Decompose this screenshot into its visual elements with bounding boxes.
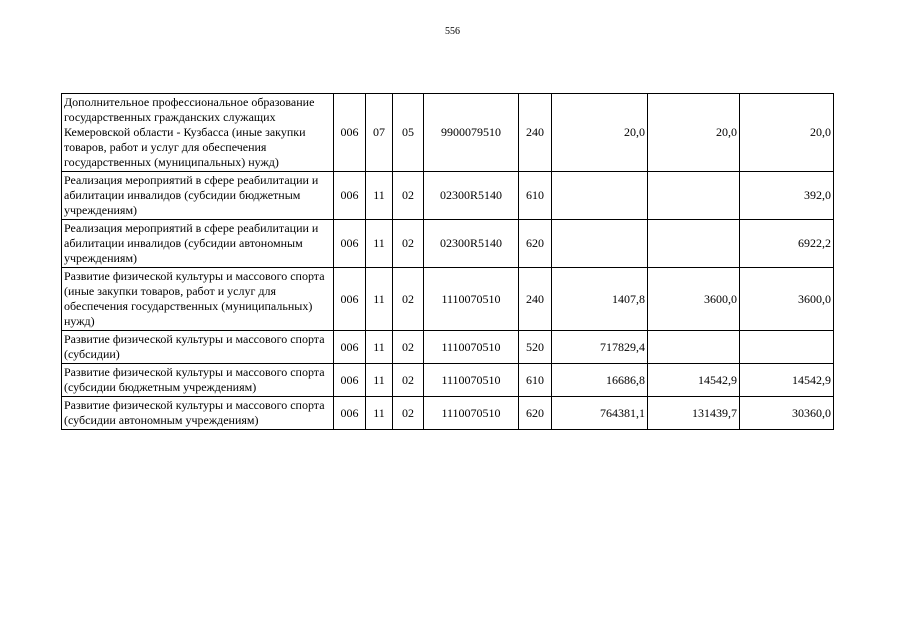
subsection-code: 02: [393, 397, 424, 430]
expense-type-code: 610: [519, 364, 552, 397]
amount-year-1: 764381,1: [552, 397, 648, 430]
row-name: Развитие физической культуры и массового спорта (иные закупки товаров, работ и услуг для обеспечения государственных (муниципальных) нужд): [62, 268, 334, 331]
row-name: Реализация мероприятий в сфере реабилитации и абилитации инвалидов (субсидии автономным учреждениям): [62, 220, 334, 268]
page-number: 556: [445, 26, 460, 37]
expense-type-code: 520: [519, 331, 552, 364]
ministry-code: 006: [334, 268, 366, 331]
budget-table: [61, 93, 834, 430]
ministry-code: 006: [334, 94, 366, 172]
table-row: [62, 331, 834, 364]
amount-year-1: [552, 172, 648, 220]
amount-year-2: [648, 220, 740, 268]
ministry-code: 006: [334, 397, 366, 430]
amount-year-3: [740, 331, 834, 364]
table-row: [62, 397, 834, 430]
ministry-code: 006: [334, 331, 366, 364]
row-name: Реализация мероприятий в сфере реабилитации и абилитации инвалидов (субсидии бюджетным учреждениям): [62, 172, 334, 220]
amount-year-1: [552, 220, 648, 268]
table-row: [62, 94, 834, 172]
section-code: 11: [366, 331, 393, 364]
amount-year-3: 20,0: [740, 94, 834, 172]
expense-type-code: 620: [519, 397, 552, 430]
section-code: 11: [366, 364, 393, 397]
target-code: 02300R5140: [424, 172, 519, 220]
section-code: 11: [366, 397, 393, 430]
row-name: Развитие физической культуры и массового спорта (субсидии автономным учреждениям): [62, 397, 334, 430]
target-code: 1110070510: [424, 397, 519, 430]
amount-year-2: 14542,9: [648, 364, 740, 397]
amount-year-2: 20,0: [648, 94, 740, 172]
amount-year-1: 717829,4: [552, 331, 648, 364]
target-code: 02300R5140: [424, 220, 519, 268]
row-name: Развитие физической культуры и массового спорта (субсидии бюджетным учреждениям): [62, 364, 334, 397]
section-code: 11: [366, 220, 393, 268]
amount-year-1: 20,0: [552, 94, 648, 172]
subsection-code: 02: [393, 331, 424, 364]
subsection-code: 05: [393, 94, 424, 172]
expense-type-code: 240: [519, 268, 552, 331]
amount-year-3: 392,0: [740, 172, 834, 220]
amount-year-3: 6922,2: [740, 220, 834, 268]
table-row: [62, 364, 834, 397]
subsection-code: 02: [393, 268, 424, 331]
amount-year-1: 16686,8: [552, 364, 648, 397]
target-code: 9900079510: [424, 94, 519, 172]
target-code: 1110070510: [424, 268, 519, 331]
row-name: Дополнительное профессиональное образование государственных гражданских служащих Кемеровской области - Кузбасса (иные закупки товаров, работ и услуг для обеспечения государственных (муниципальных) нужд): [62, 94, 334, 172]
ministry-code: 006: [334, 220, 366, 268]
subsection-code: 02: [393, 220, 424, 268]
expense-type-code: 620: [519, 220, 552, 268]
subsection-code: 02: [393, 172, 424, 220]
amount-year-1: 1407,8: [552, 268, 648, 331]
table-row: [62, 268, 834, 331]
amount-year-3: 3600,0: [740, 268, 834, 331]
target-code: 1110070510: [424, 364, 519, 397]
section-code: 11: [366, 268, 393, 331]
amount-year-2: [648, 172, 740, 220]
amount-year-2: [648, 331, 740, 364]
table-row: [62, 172, 834, 220]
row-name: Развитие физической культуры и массового спорта (субсидии): [62, 331, 334, 364]
expense-type-code: 610: [519, 172, 552, 220]
section-code: 07: [366, 94, 393, 172]
ministry-code: 006: [334, 364, 366, 397]
target-code: 1110070510: [424, 331, 519, 364]
ministry-code: 006: [334, 172, 366, 220]
table-row: [62, 220, 834, 268]
amount-year-3: 14542,9: [740, 364, 834, 397]
amount-year-2: 3600,0: [648, 268, 740, 331]
amount-year-3: 30360,0: [740, 397, 834, 430]
amount-year-2: 131439,7: [648, 397, 740, 430]
expense-type-code: 240: [519, 94, 552, 172]
subsection-code: 02: [393, 364, 424, 397]
section-code: 11: [366, 172, 393, 220]
